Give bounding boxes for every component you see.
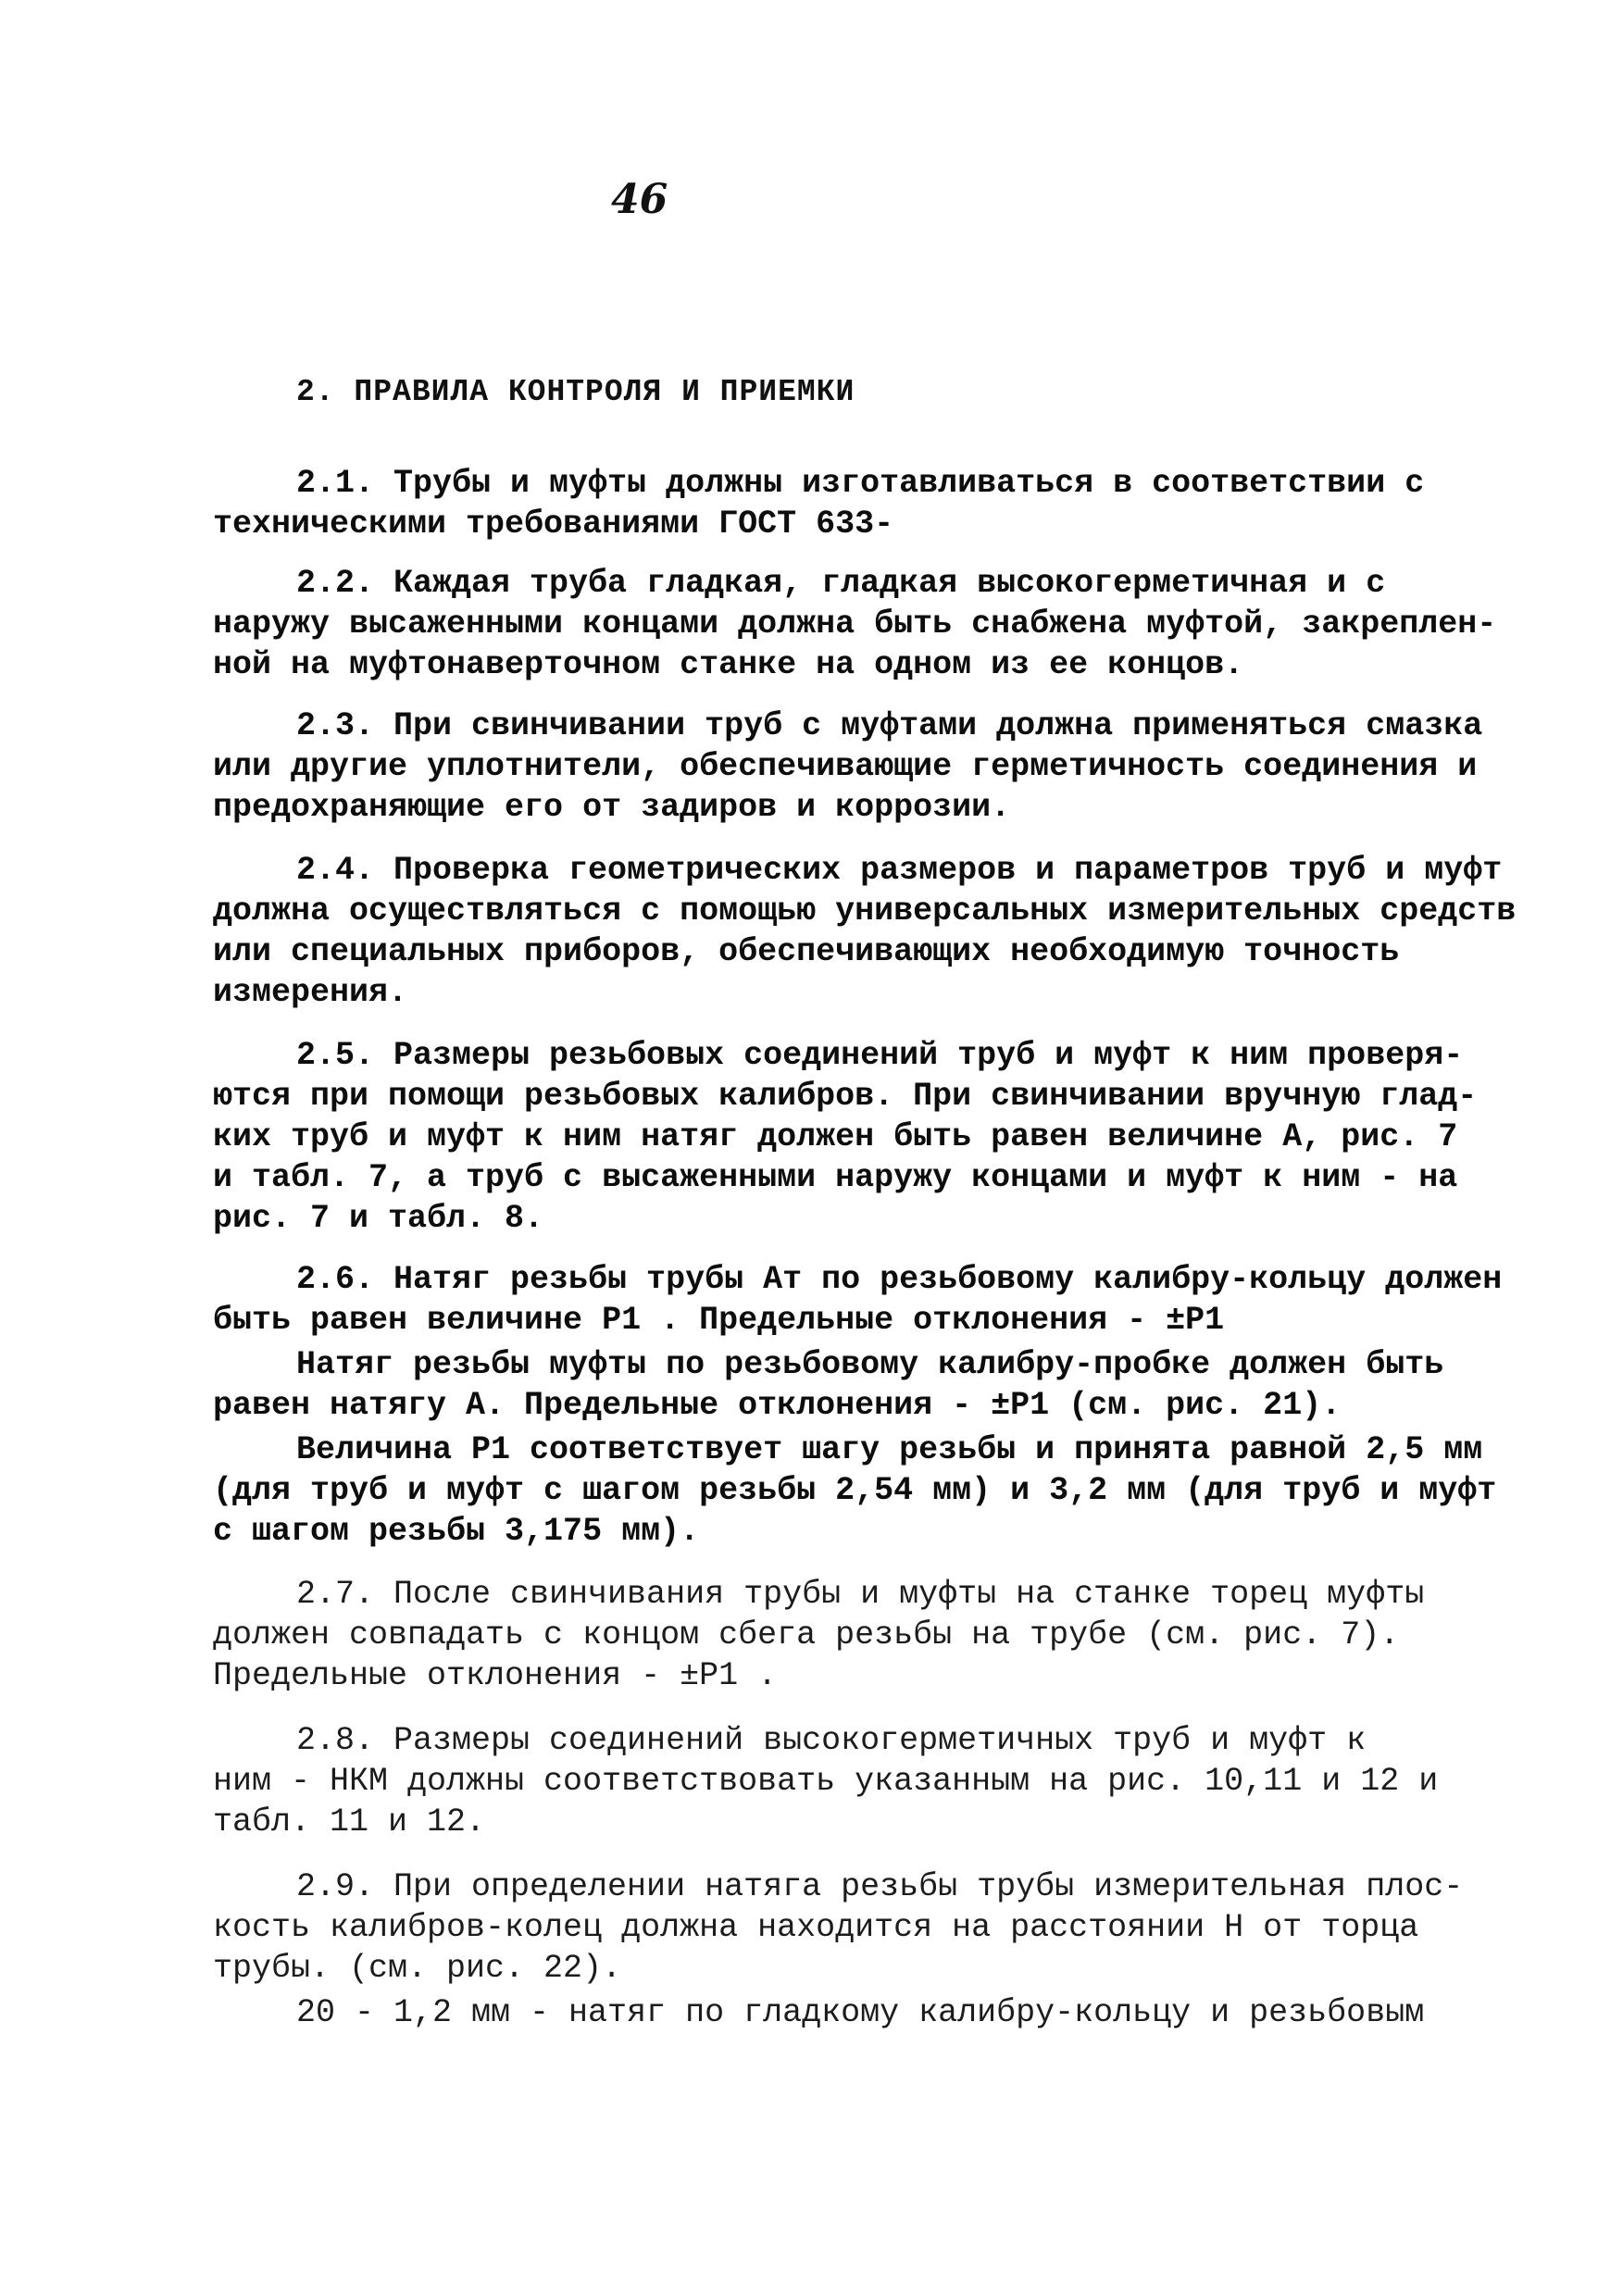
- paragraph-line: 2.3. При свинчивании труб с муфтами должна применяться смазка: [296, 707, 1483, 744]
- paragraph-line: 2.6. Натяг резьбы трубы Ат по резьбовому калибру-кольцу должен: [296, 1261, 1503, 1298]
- paragraph-line: 2.2. Каждая труба гладкая, гладкая высокогерметичная и с: [296, 565, 1386, 602]
- paragraph-line: 2.9. При определении натяга резьбы трубы измерительная плос-: [296, 1868, 1464, 1905]
- paragraph-line: Натяг резьбы муфты по резьбовому калибру-пробке должен быть: [296, 1346, 1444, 1383]
- paragraph-line: техническими требованиями ГОСТ 633-: [213, 505, 894, 543]
- paragraph-line: 20 - 1,2 мм - натяг по гладкому калибру-кольцу и резьбовым: [296, 1994, 1425, 2031]
- paragraph-line: 2.7. После свинчивания трубы и муфты на станке торец муфты: [296, 1576, 1425, 1613]
- paragraph-line: предохраняющие его от задиров и коррозии.: [213, 789, 1011, 826]
- paragraph-line: 2.5. Размеры резьбовых соединений труб и муфт к ним проверя-: [296, 1037, 1464, 1074]
- paragraph-line: с шагом резьбы 3,175 мм).: [213, 1513, 700, 1550]
- paragraph-line: и табл. 7, а труб с высаженными наружу концами и муфт к ним - на: [213, 1159, 1458, 1196]
- paragraph-line: должен совпадать с концом сбега резьбы на трубе (см. рис. 7).: [213, 1616, 1400, 1653]
- paragraph-line: наружу высаженными концами должна быть снабжена муфтой, закреплен-: [213, 605, 1497, 643]
- paragraph-line: Предельные отклонения - ±P1 .: [213, 1657, 778, 1694]
- paragraph-line: ним - НКМ должны соответствовать указанным на рис. 10,11 и 12 и: [213, 1763, 1439, 1800]
- paragraph-line: или специальных приборов, обеспечивающих необходимую точность: [213, 933, 1400, 970]
- paragraph-line: 2.8. Размеры соединений высокогерметичных труб и муфт к: [296, 1722, 1367, 1759]
- paragraph-line: 2.4. Проверка геометрических размеров и параметров труб и муфт: [296, 852, 1503, 889]
- paragraph-line: или другие уплотнители, обеспечивающие герметичность соединения и: [213, 748, 1478, 785]
- paragraph-line: быть равен величине P1 . Предельные отклонения - ±P1: [213, 1302, 1225, 1339]
- paragraph-line: ких труб и муфт к ним натяг должен быть равен величине А, рис. 7: [213, 1118, 1458, 1155]
- paragraph-line: равен натягу А. Предельные отклонения - ±P1 (см. рис. 21).: [213, 1387, 1342, 1424]
- paragraph-line: (для труб и муфт с шагом резьбы 2,54 мм) и 3,2 мм (для труб и муфт: [213, 1472, 1497, 1509]
- paragraph-line: трубы. (см. рис. 22).: [213, 1950, 622, 1987]
- paragraph-line: табл. 11 и 12.: [213, 1803, 486, 1841]
- paragraph-line: кость калибров-колец должна находится на расстоянии Н от торца: [213, 1909, 1419, 1946]
- paragraph-line: должна осуществляться с помощью универсальных измерительных средств: [213, 892, 1517, 930]
- paragraph-line: измерения.: [213, 974, 408, 1011]
- paragraph-line: Величина P1 соответствует шагу резьбы и принята равной 2,5 мм: [296, 1431, 1483, 1468]
- paragraph-line: 2.1. Трубы и муфты должны изготавливаться в соответствии с: [296, 465, 1425, 502]
- paragraph-line: ной на муфтонаверточном станке на одном из ее концов.: [213, 646, 1244, 683]
- paragraph-line: ются при помощи резьбовых калибров. При свинчивании вручную глад-: [213, 1078, 1478, 1115]
- page-number: 46: [611, 176, 668, 223]
- section-heading: 2. ПРАВИЛА КОНТРОЛЯ И ПРИЕМКИ: [296, 375, 855, 409]
- paragraph-line: рис. 7 и табл. 8.: [213, 1200, 544, 1237]
